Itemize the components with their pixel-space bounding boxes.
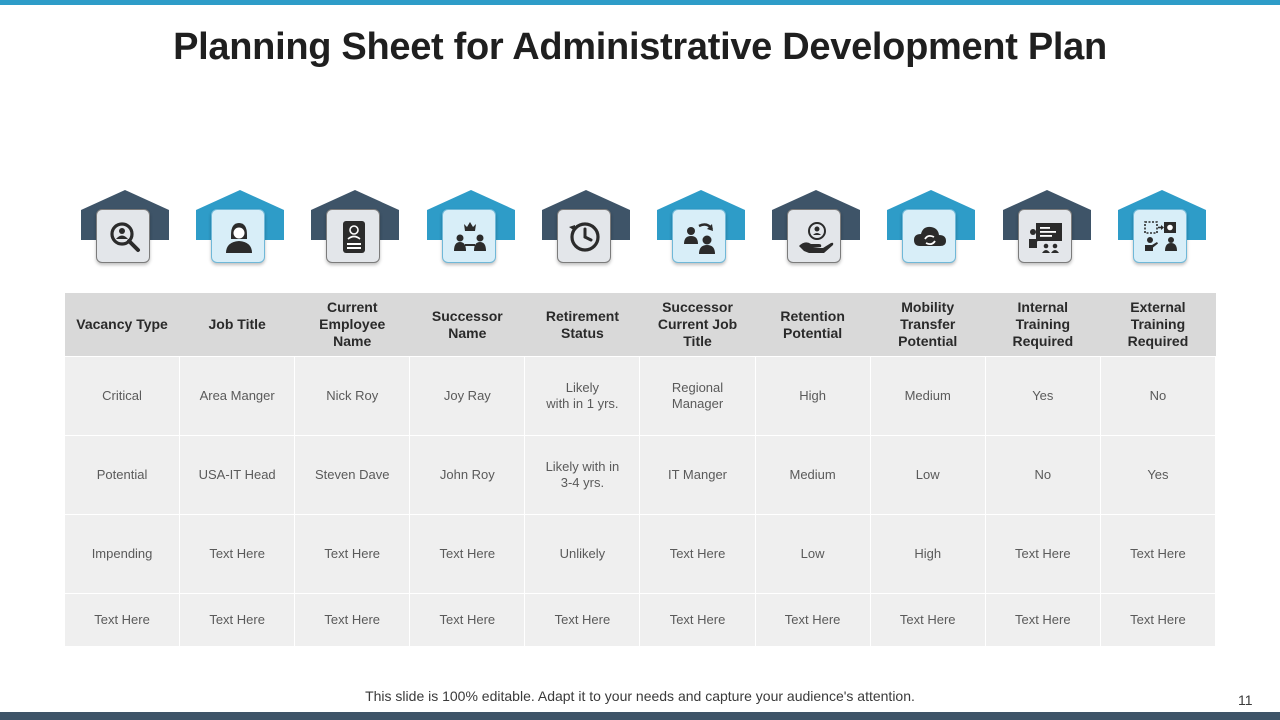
table-cell: USA-IT Head	[180, 436, 295, 515]
external-training-icon	[1142, 218, 1180, 256]
table-cell: No	[1100, 357, 1215, 436]
icon-house	[196, 190, 284, 270]
column-header: Retirement Status	[525, 293, 640, 357]
table-cell: High	[870, 515, 985, 594]
bottom-accent-bar	[0, 712, 1280, 720]
icon-house	[657, 190, 745, 270]
hand-retention-icon	[796, 218, 834, 256]
icon-house	[772, 190, 860, 270]
table-cell: Medium	[870, 357, 985, 436]
table-cell: Regional Manager	[640, 357, 755, 436]
icon-tile	[557, 209, 611, 263]
column-header: Successor Current Job Title	[640, 293, 755, 357]
icon-tile	[442, 209, 496, 263]
footer-note: This slide is 100% editable. Adapt it to your needs and capture your audience's attention.	[365, 688, 915, 704]
table-cell: Text Here	[410, 594, 525, 647]
icon-tile	[211, 209, 265, 263]
table-cell: Text Here	[870, 594, 985, 647]
table-cell: Nick Roy	[295, 357, 410, 436]
table-cell: Low	[755, 515, 870, 594]
table-cell: High	[755, 357, 870, 436]
table-cell: IT Manger	[640, 436, 755, 515]
column-header: Vacancy Type	[65, 293, 180, 357]
table-cell: Text Here	[755, 594, 870, 647]
icon-tile	[326, 209, 380, 263]
table-cell: Text Here	[410, 515, 525, 594]
column-header: External Training Required	[1100, 293, 1215, 357]
icon-house	[81, 190, 169, 270]
icon-tile	[787, 209, 841, 263]
table-cell: Steven Dave	[295, 436, 410, 515]
column-header: Retention Potential	[755, 293, 870, 357]
table-cell: Unlikely	[525, 515, 640, 594]
table-cell: Joy Ray	[410, 357, 525, 436]
presentation-board-icon	[1027, 218, 1065, 256]
team-leader-icon	[451, 218, 489, 256]
table-row	[65, 436, 1216, 515]
table-cell: Likely with in 3-4 yrs.	[525, 436, 640, 515]
table-cell: Text Here	[295, 594, 410, 647]
search-person-icon	[105, 218, 143, 256]
table-cell: Impending	[65, 515, 180, 594]
id-badge-icon	[335, 218, 373, 256]
table-cell: Text Here	[295, 515, 410, 594]
table-cell: John Roy	[410, 436, 525, 515]
table-cell: Potential	[65, 436, 180, 515]
table-cell: Medium	[755, 436, 870, 515]
icon-row	[64, 190, 1216, 270]
table-cell: Yes	[1100, 436, 1215, 515]
page-number: 11	[1238, 692, 1253, 708]
employee-avatar-icon	[220, 218, 258, 256]
icon-tile	[672, 209, 726, 263]
top-accent-bar	[0, 0, 1280, 5]
icon-tile	[96, 209, 150, 263]
icon-house	[1003, 190, 1091, 270]
icon-tile	[902, 209, 956, 263]
icon-tile	[1018, 209, 1072, 263]
icon-house	[311, 190, 399, 270]
column-header: Job Title	[180, 293, 295, 357]
table-cell: Likely with in 1 yrs.	[525, 357, 640, 436]
table-cell: Low	[870, 436, 985, 515]
table-cell: Text Here	[180, 594, 295, 647]
slide-title: Planning Sheet for Administrative Development Plan	[173, 26, 1107, 68]
table-header-row	[65, 293, 1216, 357]
table-cell: Critical	[65, 357, 180, 436]
table-cell: Text Here	[1100, 515, 1215, 594]
table-cell: No	[985, 436, 1100, 515]
icon-house	[887, 190, 975, 270]
table-row	[65, 594, 1216, 647]
table-row	[65, 357, 1216, 436]
table-cell: Text Here	[640, 515, 755, 594]
icon-house	[1118, 190, 1206, 270]
column-header: Successor Name	[410, 293, 525, 357]
column-header: Current Employee Name	[295, 293, 410, 357]
table-cell: Text Here	[985, 594, 1100, 647]
table-cell: Text Here	[180, 515, 295, 594]
icon-house	[427, 190, 515, 270]
clock-icon	[566, 218, 604, 256]
table-cell: Text Here	[65, 594, 180, 647]
column-header: Mobility Transfer Potential	[870, 293, 985, 357]
table-cell: Text Here	[640, 594, 755, 647]
people-swap-icon	[681, 218, 719, 256]
planning-table	[64, 293, 1216, 647]
table-cell: Text Here	[985, 515, 1100, 594]
icon-tile	[1133, 209, 1187, 263]
column-header: Internal Training Required	[985, 293, 1100, 357]
table-row	[65, 515, 1216, 594]
table-cell: Text Here	[525, 594, 640, 647]
table-cell: Text Here	[1100, 594, 1215, 647]
table-cell: Yes	[985, 357, 1100, 436]
icon-house	[542, 190, 630, 270]
table-cell: Area Manger	[180, 357, 295, 436]
cloud-sync-icon	[911, 218, 949, 256]
